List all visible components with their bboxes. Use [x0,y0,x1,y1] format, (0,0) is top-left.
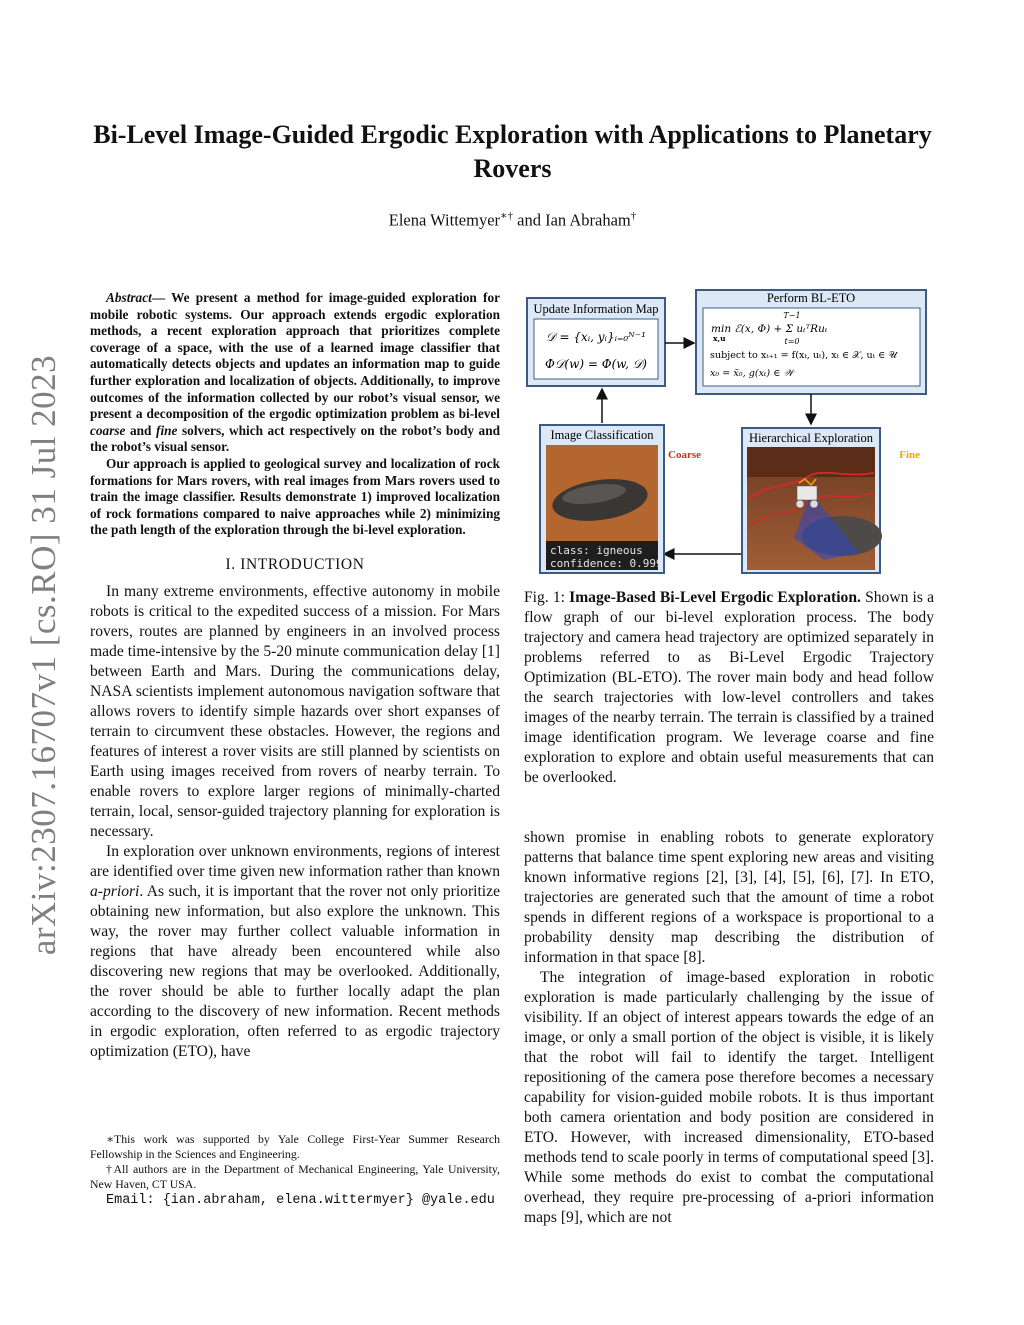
rover-wheel-1 [796,500,804,508]
abstract-paragraph-2: Our approach is applied to geological survey and localization of rock formations for Mars rovers, with real images from Mars rovers used to train the image classifier. Results demonstrate 1) improved localization of rock formations compared to naive approaches while 2) minimizing the path length of the exploration through the bi-level exploration. [90,455,500,538]
intro-paragraph-2 [90,842,500,1062]
simulation-horizon [747,447,875,477]
equation-min-sub: x,u [713,334,726,343]
abstract-fine: fine [156,422,178,438]
right-paragraph-2: The integration of image-based exploration in robotic exploration is made particularly challenging by the issue of visibility. If an object of interest appears towards the edge of an image, or only a small portion of the object is visible, it is likely that the robot will fail to identify the target. Intelligent repositioning of the camera pose therefore becomes a necessary capability for vision-guided mobile robots. It is thus important both camera orientation and body position are considered in ETO. However, with increased dimensionality, ETO-based methods tend to scale poorly in terms of computational speed [3]. While some methods do exist to combat the computational overhead, they require pre-processing of a-priori information maps [9], which are not [524,969,934,1226]
abstract-paragraph-1 [90,290,500,456]
equation-objective: min ℰ(x, Φ) + Σ uₜᵀRuₜ [711,323,828,335]
introduction-body [90,582,500,1062]
footnote-email: Email: {ian.abraham, elena.wittermyer} @yale.edu [106,1193,495,1208]
author-1: Elena Wittemyer [388,210,501,230]
abstract-text-b: solvers, which act respectively on the robot’s body and the robot’s visual sensor. [90,422,500,455]
abstract-label: Abstract [106,290,152,305]
figure-caption [524,588,934,788]
flow-graph [524,288,934,578]
abstract-text-a: — We present a method for image-guided exploration for mobile robotic systems. Our approach extends ergodic exploration methods, a recent exploration approach that prioritizes complete coverage of a space, with the use of a learned image classifier that automatically detects objects and updates an information map to guide further exploration and localization of objects. Additionally, to improve outcomes of the information collected by our robot’s visual sensor, we present a decomposition of the ergodic optimization problem as bi-level [90,290,500,422]
intro-paragraph-1: In many extreme environments, effective autonomy in mobile robots is critical to the expedited success of a mission. For Mars rovers, routes are planned by engineers in an involved process made time-intensive by the 5-20 minute communication delay [1] between Earth and Mars. During the communications delay, NASA scientists implement autonomous navigation software that allows rovers to identify simple hazards over short expanses of terrain to circumvent these obstacles. However, the regions and features of interest a rover visits are still planned by scientists on Earth using images received from rovers of nearby terrain. To enable rovers to explore larger regions of minimally-charted terrain, local, sensor-guided trajectory planning for exploration is necessary. [90,582,500,840]
section-heading-introduction: I. INTRODUCTION [225,555,365,573]
author-line [90,209,935,231]
equation-constraints: subject to xₜ₊₁ = f(xₜ, uₜ), xₜ ∈ 𝒳, uₜ ∈ 𝒰 [710,350,897,361]
caption-bold: Image-Based Bi-Level Ergodic Exploration. [569,589,861,606]
equation-information-map: Φ𝒟(w) = Φ(w, 𝒟) [545,357,647,371]
abstract-and: and [125,422,157,438]
class-text: class: igneous [550,544,643,557]
left-column [90,290,500,1062]
abstract [90,290,500,539]
coarse-label: Coarse [668,449,701,461]
right-column [524,288,934,788]
right-paragraph-1: shown promise in enabling robots to generate exploratory patterns that balance time spent exploring new areas and visiting known informative regions [2], [3], [4], [5], [6], [7]. In ETO, trajectories are generated such that the amount of time a robot spends in different regions of a workspace is proportional to a probability density map describing the distribution of information in that space [8]. [524,829,934,966]
equation-initial: x₀ = x̄₀, g(xₜ) ∈ 𝒲 [710,368,794,379]
equation-sum-top: T−1 [783,311,801,320]
rover-body [797,486,817,500]
fine-label: Fine [899,449,920,461]
intro-apriori: a-priori [90,882,140,900]
footnote-funding: ∗This work was supported by Yale College First-Year Summer Research Fellowship in the Sciences and Engineering. [90,1132,500,1161]
abstract-coarse: coarse [90,422,126,438]
caption-label: Fig. 1: [524,589,570,606]
right-column-body [524,828,934,1228]
equation-dataset: 𝒟 = {xᵢ, yᵢ}ᵢ₌₀ᴺ⁻¹ [546,330,646,344]
image-classification-title: Image Classification [550,428,654,442]
author-2: Ian Abraham [545,210,631,230]
footnote-affiliation: †All authors are in the Department of Mechanical Engineering, Yale University, New Haven, CT USA. [90,1162,500,1191]
author-1-marks: ∗† [500,210,513,222]
author-2-marks: † [630,210,637,222]
equation-sum-bottom: t=0 [784,337,800,346]
confidence-text: confidence: 0.999 [550,557,663,570]
paper-title: Bi-Level Image-Guided Ergodic Exploration with Applications to Planetary Rovers [93,120,932,183]
intro-p2-a: In exploration over unknown environments, regions of interest are identified over time given new information rather than known [90,842,500,880]
footnotes [90,1132,500,1209]
update-map-title: Update Information Map [533,302,659,316]
arxiv-id: arXiv:2307.16707v1 [cs.RO] 31 Jul 2023 [24,354,64,956]
arxiv-stamp [24,354,64,956]
hierarchical-exploration-title: Hierarchical Exploration [749,431,873,445]
author-conjunction: and [513,210,546,230]
figure-1 [524,288,934,578]
bl-eto-title: Perform BL-ETO [766,291,856,305]
intro-p2-b: . As such, it is important that the rover not only prioritize obtaining new information, but also explore the unknown. This way, the rover may further collect valuable information in regions that have already been encountered while also discovering new regions that may be overlooked. Additionally, the rover should be able to further locally adapt the plan according to the discovery of new information. Recent methods in ergodic exploration, often referred to as ergodic trajectory optimization (ETO), have [90,882,500,1060]
caption-text: Shown is a flow graph of our bi-level exploration process. The body trajectory and camera head trajectory are optimized separately in problems referred to as Bi-Level Ergodic Trajectory Optimization (BL-ETO). The rover main body and head follow the search trajectories with low-level controllers and takes images of the nearby terrain. The terrain is classified by a trained image identification program. We leverage coarse and fine exploration to explore and obtain useful measurements that can be overlooked. [524,589,935,786]
rover-wheel-2 [810,500,818,508]
